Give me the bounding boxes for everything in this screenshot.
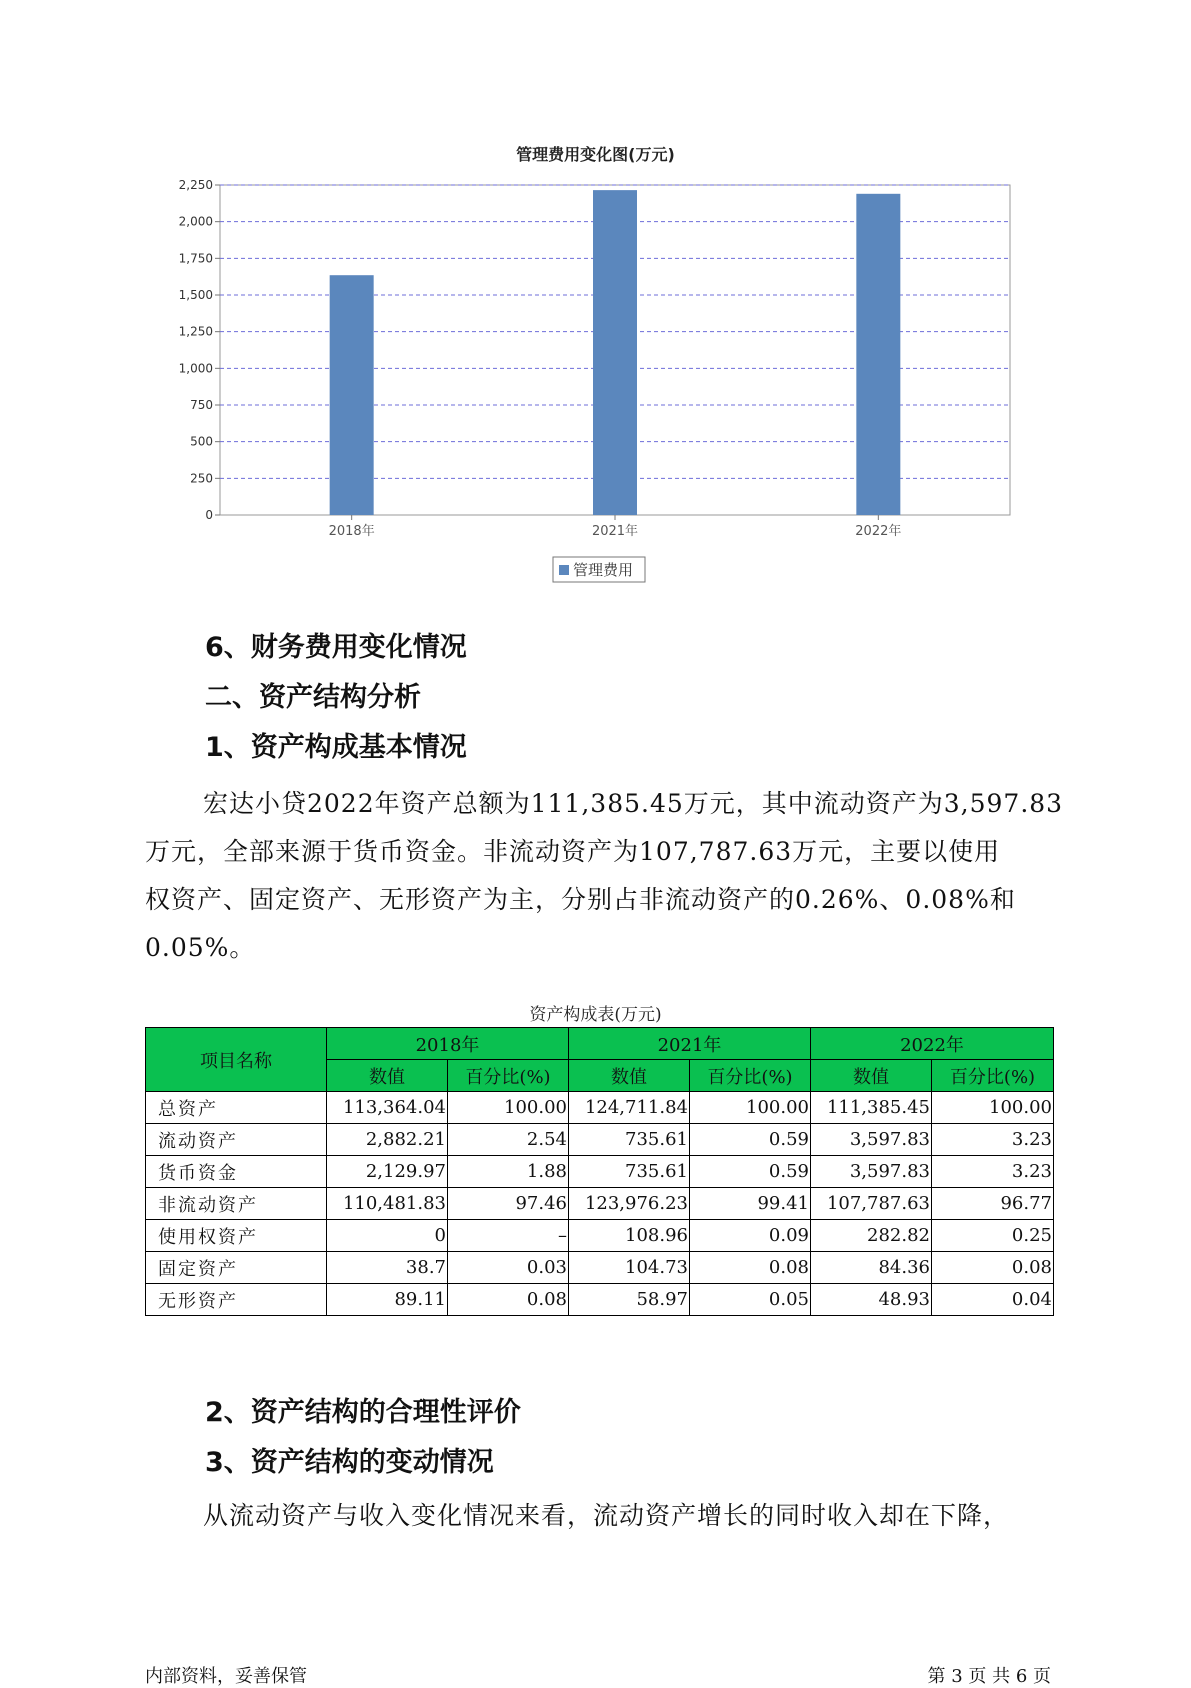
value-cell: 113,364.04 xyxy=(327,1092,448,1124)
header-value: 数值 xyxy=(811,1060,932,1092)
value-cell: 0 xyxy=(327,1220,448,1252)
table-row xyxy=(146,1156,1054,1188)
paragraph-line: 万元，全部来源于货币资金。非流动资产为107,787.63万元，主要以使用 xyxy=(145,837,1001,866)
table-row xyxy=(146,1252,1054,1284)
y-tick-label: 1,500 xyxy=(178,288,213,302)
management-expense-chart xyxy=(0,0,1191,600)
percent-cell: 0.05 xyxy=(690,1284,811,1316)
heading-structure-evaluation: 2、资产结构的合理性评价 xyxy=(205,1397,521,1428)
table-row xyxy=(146,1220,1054,1252)
table-row xyxy=(146,1284,1054,1316)
value-cell: 2,882.21 xyxy=(327,1124,448,1156)
table-caption: 资产构成表(万元) xyxy=(529,1005,662,1025)
value-cell: 123,976.23 xyxy=(569,1188,690,1220)
chart-title: 管理费用变化图(万元) xyxy=(516,145,675,164)
y-tick-label: 1,250 xyxy=(178,324,213,339)
percent-cell: 0.08 xyxy=(448,1284,569,1316)
percent-cell: 100.00 xyxy=(448,1092,569,1124)
y-tick-label: 500 xyxy=(190,434,213,449)
heading-finance-expense: 6、财务费用变化情况 xyxy=(205,632,467,663)
y-tick-label: 2,250 xyxy=(178,178,213,192)
bar xyxy=(593,190,637,515)
x-tick-label: 2022年 xyxy=(855,524,902,539)
percent-cell: 96.77 xyxy=(932,1188,1054,1220)
paragraph-line: 权资产、固定资产、无形资产为主，分别占非流动资产的0.26%、0.08%和 xyxy=(145,885,1016,914)
row-label: 货币资金 xyxy=(146,1156,327,1188)
value-cell: 110,481.83 xyxy=(327,1188,448,1220)
heading-asset-structure: 二、资产结构分析 xyxy=(205,682,421,713)
header-year: 2021年 xyxy=(569,1028,811,1060)
asset-composition-table xyxy=(145,1027,1054,1316)
value-cell: 282.82 xyxy=(811,1220,932,1252)
bar xyxy=(330,275,374,515)
percent-cell: 97.46 xyxy=(448,1188,569,1220)
row-label: 非流动资产 xyxy=(146,1188,327,1220)
value-cell: 38.7 xyxy=(327,1252,448,1284)
percent-cell: 0.59 xyxy=(690,1124,811,1156)
header-value: 数值 xyxy=(327,1060,448,1092)
y-tick-label: 750 xyxy=(190,398,213,412)
y-tick-label: 0 xyxy=(205,508,213,522)
x-tick-label: 2018年 xyxy=(328,524,375,539)
paragraph-line: 0.05%。 xyxy=(145,933,256,962)
row-label: 总资产 xyxy=(146,1092,327,1124)
header-percent: 百分比(%) xyxy=(690,1060,811,1092)
header-year: 2022年 xyxy=(811,1028,1054,1060)
row-label: 使用权资产 xyxy=(146,1220,327,1252)
paragraph-line: 宏达小贷2022年资产总额为111,385.45万元，其中流动资产为3,597.83 xyxy=(203,789,1064,818)
legend-label: 管理费用 xyxy=(573,561,634,579)
bar xyxy=(856,194,900,515)
percent-cell: 1.88 xyxy=(448,1156,569,1188)
y-tick-label: 1,000 xyxy=(178,361,213,376)
percent-cell: – xyxy=(448,1220,569,1252)
value-cell: 107,787.63 xyxy=(811,1188,932,1220)
value-cell: 84.36 xyxy=(811,1252,932,1284)
table-row xyxy=(146,1124,1054,1156)
legend-swatch xyxy=(559,565,569,575)
percent-cell: 0.08 xyxy=(690,1252,811,1284)
value-cell: 735.61 xyxy=(569,1156,690,1188)
heading-asset-composition: 1、资产构成基本情况 xyxy=(205,732,467,763)
value-cell: 3,597.83 xyxy=(811,1124,932,1156)
value-cell: 89.11 xyxy=(327,1284,448,1316)
y-tick-label: 2,000 xyxy=(178,214,213,229)
row-label: 流动资产 xyxy=(146,1124,327,1156)
value-cell: 58.97 xyxy=(569,1284,690,1316)
percent-cell: 3.23 xyxy=(932,1124,1054,1156)
value-cell: 3,597.83 xyxy=(811,1156,932,1188)
percent-cell: 0.09 xyxy=(690,1220,811,1252)
footer-confidential: 内部资料，妥善保管 xyxy=(145,1666,307,1687)
percent-cell: 2.54 xyxy=(448,1124,569,1156)
header-value: 数值 xyxy=(569,1060,690,1092)
heading-structure-change: 3、资产结构的变动情况 xyxy=(205,1447,494,1478)
table-row xyxy=(146,1188,1054,1220)
header-percent: 百分比(%) xyxy=(932,1060,1054,1092)
row-label: 固定资产 xyxy=(146,1252,327,1284)
percent-cell: 0.08 xyxy=(932,1252,1054,1284)
value-cell: 104.73 xyxy=(569,1252,690,1284)
header-percent: 百分比(%) xyxy=(448,1060,569,1092)
percent-cell: 100.00 xyxy=(690,1092,811,1124)
percent-cell: 0.59 xyxy=(690,1156,811,1188)
row-label: 无形资产 xyxy=(146,1284,327,1316)
paragraph-line: 从流动资产与收入变化情况来看，流动资产增长的同时收入却在下降， xyxy=(203,1501,1010,1530)
percent-cell: 0.03 xyxy=(448,1252,569,1284)
value-cell: 48.93 xyxy=(811,1284,932,1316)
table-body xyxy=(146,1092,1054,1316)
percent-cell: 3.23 xyxy=(932,1156,1054,1188)
y-tick-label: 1,750 xyxy=(178,251,213,266)
header-item-name: 项目名称 xyxy=(146,1028,327,1092)
value-cell: 2,129.97 xyxy=(327,1156,448,1188)
x-tick-label: 2021年 xyxy=(591,524,639,539)
header-year: 2018年 xyxy=(327,1028,569,1060)
value-cell: 124,711.84 xyxy=(569,1092,690,1124)
footer-page-number: 第 3 页 共 6 页 xyxy=(927,1666,1051,1687)
y-tick-label: 250 xyxy=(190,471,213,486)
percent-cell: 0.04 xyxy=(932,1284,1054,1316)
percent-cell: 0.25 xyxy=(932,1220,1054,1252)
percent-cell: 100.00 xyxy=(932,1092,1054,1124)
value-cell: 108.96 xyxy=(569,1220,690,1252)
value-cell: 735.61 xyxy=(569,1124,690,1156)
table-row xyxy=(146,1092,1054,1124)
percent-cell: 99.41 xyxy=(690,1188,811,1220)
value-cell: 111,385.45 xyxy=(811,1092,932,1124)
